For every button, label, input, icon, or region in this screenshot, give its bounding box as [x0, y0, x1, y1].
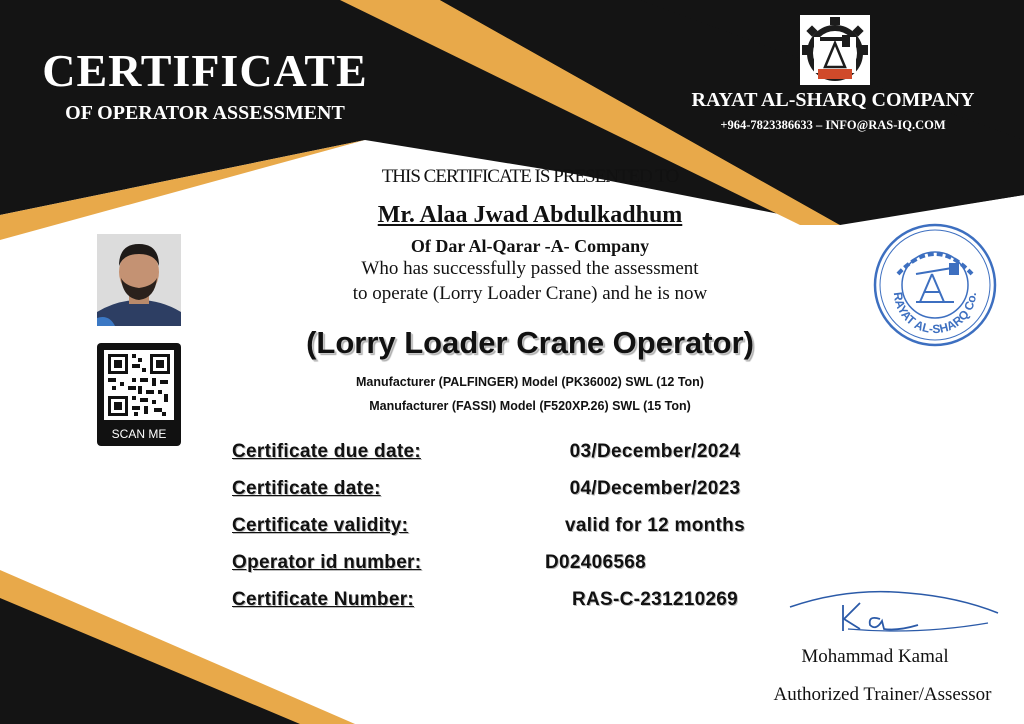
certificate-subtitle: OF OPERATOR ASSESSMENT — [65, 102, 345, 124]
company-logo-icon — [800, 15, 870, 85]
certificate-number-label: Certificate Number: — [232, 589, 415, 610]
assessment-statement-line-2: to operate (Lorry Loader Crane) and he is now — [352, 283, 708, 304]
recipient-company: Of Dar Al-Qarar -A- Company — [410, 236, 650, 256]
due-date-label: Certificate due date: — [232, 441, 421, 462]
operator-photo — [97, 234, 181, 326]
certificate-number-value: RAS-C-231210269 — [571, 589, 739, 610]
assessment-statement-line-1: Who has successfully passed the assessment — [361, 258, 699, 279]
operator-id-label: Operator id number: — [232, 552, 422, 573]
validity-value: valid for 12 months — [565, 515, 745, 536]
company-contact: +964-7823386633 – INFO@RAS-IQ.COM — [720, 118, 946, 132]
validity-label: Certificate validity: — [232, 515, 409, 536]
certificate-title: CERTIFICATE — [42, 45, 368, 96]
scan-me-label: SCAN ME — [111, 427, 167, 441]
company-stamp — [872, 222, 998, 348]
stamp-text: RAYAT AL-SHARQ Co. — [890, 291, 980, 337]
signature-icon — [788, 585, 1003, 640]
svg-text:RAYAT AL-SHARQ Co. — [891, 291, 979, 336]
certificate-date-label: Certificate date: — [232, 478, 381, 499]
qr-code-matrix — [104, 350, 174, 420]
operator-id-value: D02406568 — [545, 552, 646, 573]
operator-portrait — [97, 234, 181, 326]
qr-pattern — [104, 350, 174, 420]
signatory-title: Authorized Trainer/Assessor — [773, 684, 992, 705]
manufacturer-line-1: Manufacturer (PALFINGER) Model (PK36002) SWL (12 Ton) — [356, 375, 704, 389]
manufacturer-line-2: Manufacturer (FASSI) Model (F520XP.26) SWL (15 Ton) — [369, 399, 691, 413]
recipient-name: Mr. Alaa Jwad Abdulkadhum — [377, 202, 683, 228]
company-name: RAYAT AL-SHARQ COMPANY — [691, 89, 975, 111]
pump-jack-icon — [916, 264, 958, 302]
role-title: (Lorry Loader Crane Operator) — [306, 325, 754, 360]
due-date-value: 03/December/2024 — [569, 441, 741, 462]
certificate-date-value: 04/December/2023 — [569, 478, 741, 499]
qr-code[interactable] — [97, 343, 181, 446]
presented-to-heading: THIS CERTIFICATE IS PRESENTED TO — [381, 166, 679, 187]
signatory-name: Mohammad Kamal — [801, 646, 949, 667]
